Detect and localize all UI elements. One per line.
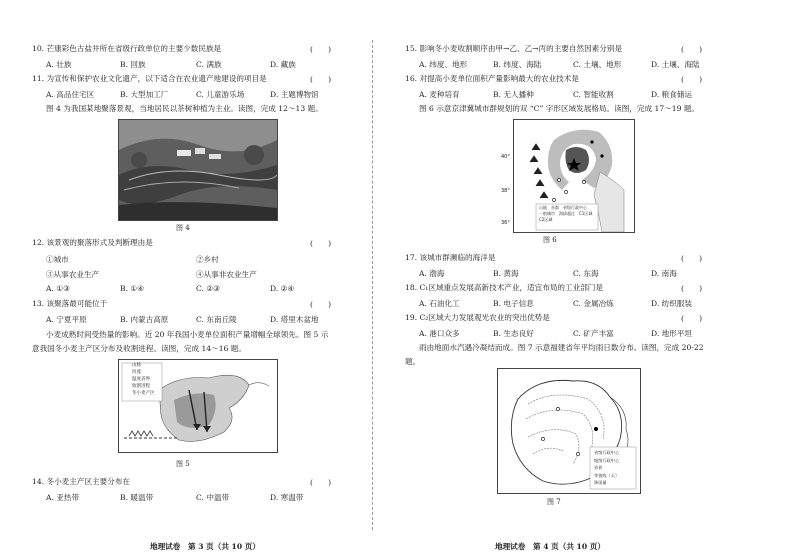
option-10d: D. 藏族 — [270, 60, 296, 69]
intro-12-13: 图 4 为我国某地聚落景观，当地居民以茶树种植为主业。读图，完成 12～13 题。 — [46, 104, 323, 113]
intro-20-22-line2: 题。 — [405, 357, 421, 366]
legend-city: 一般城市 — [539, 211, 555, 216]
option-13b: B. 内蒙古高原 — [120, 315, 169, 324]
question-12: 12. 该景观的聚落形式及判断理由是 — [32, 238, 153, 247]
legend-mountain: 山脉 — [132, 363, 141, 368]
page-footer-left: 地理试卷 第 3 页（共 10 页） — [150, 542, 260, 551]
answer-paren-14: ( ) — [310, 478, 332, 487]
figure-7-caption: 图 7 — [547, 498, 561, 506]
figure-4-illustration — [119, 120, 277, 220]
option-11a: A. 高品住宅区 — [46, 90, 95, 99]
option-19d: D. 地形平坦 — [651, 329, 693, 338]
option-10c: C. 满族 — [196, 60, 222, 69]
answer-paren-17: ( ) — [681, 254, 703, 263]
question-16: 16. 对提高小麦单位面积产量影响最大的农业技术是 — [405, 74, 579, 83]
legend-c1: C1区域 — [579, 211, 593, 216]
option-14b: B. 暖温带 — [120, 493, 154, 502]
intro-14-16-line1: 小麦成熟时间受热量的影响。近 20 年我国小麦单位面积产量增幅全球领先。图 5 示 — [46, 330, 329, 339]
option-15b: B. 纬度、海陆 — [493, 60, 542, 69]
option-15a: A. 纬度、地形 — [419, 60, 468, 69]
figure-5-caption: 图 5 — [176, 460, 190, 468]
question-14: 14. 冬小麦主产区主要分布在 — [32, 477, 131, 486]
figure-5-legend — [132, 362, 155, 397]
option-18d: D. 纺织服装 — [651, 299, 693, 308]
legend-wheat-region: 冬小麦产区 — [132, 391, 155, 396]
figure-7-legend — [594, 449, 619, 487]
statement-2: ②乡村 — [196, 255, 219, 264]
question-15: 15. 影响冬小麦收割顺序由甲→乙、乙→丙的主要自然因素分别是 — [405, 44, 623, 53]
question-19: 19. C₂区域大力发展观光农业的突出优势是 — [405, 313, 550, 322]
legend-c2: C2区域 — [539, 217, 553, 222]
lat-label-36: 36° — [501, 220, 510, 226]
question-13: 13. 该聚落最可能位于 — [32, 299, 108, 308]
figure-6-legend — [539, 205, 599, 223]
page-divider — [372, 40, 374, 530]
answer-paren-11: ( ) — [310, 75, 332, 84]
option-12a: A. ①③ — [46, 284, 70, 293]
page-footer-right: 地理试卷 第 4 页（共 10 页） — [495, 542, 605, 551]
option-18c: C. 金属冶炼 — [573, 299, 614, 308]
right-page — [397, 0, 794, 560]
option-13c: C. 东南丘陵 — [196, 315, 237, 324]
legend-mountain-6: 山地 — [539, 205, 547, 210]
legend-province-border: 省界 — [594, 465, 603, 470]
option-12b: B. ①④ — [120, 284, 145, 293]
option-14d: D. 寒温带 — [270, 493, 304, 502]
option-12d: D. ②④ — [270, 284, 295, 293]
legend-altitude: 海拔超过 — [559, 211, 575, 216]
intro-14-16-line2: 意我国冬小麦主产区分布及收割进程。读图，完成 14～16 题。 — [32, 344, 246, 353]
option-17d: D. 南海 — [651, 269, 677, 278]
legend-provincial-center-7: 省级行政中心 — [594, 450, 620, 455]
option-14a: A. 亚热带 — [46, 493, 80, 502]
figure-4-photo — [118, 119, 278, 221]
option-12c: C. ②③ — [196, 284, 220, 293]
question-10: 10. 芒康彩色古盐井所在省级行政单位的主要少数民族是 — [32, 44, 222, 53]
option-19c: C. 矿产丰富 — [573, 329, 614, 338]
figure-5-map — [118, 359, 278, 453]
lat-label-38: 38° — [501, 188, 510, 194]
option-19b: B. 生态良好 — [493, 329, 534, 338]
figure-6-map — [501, 119, 635, 233]
legend-provincial-center: 省级行政中心 — [563, 205, 587, 210]
answer-paren-13: ( ) — [310, 300, 332, 309]
statement-4: ④从事非农业生产 — [196, 270, 257, 279]
option-11c: C. 儿童游乐场 — [196, 90, 245, 99]
legend-prefecture-center: 地级行政中心 — [594, 457, 620, 463]
option-16c: C. 智能收割 — [573, 90, 614, 99]
figure-4-caption: 图 4 — [176, 224, 190, 232]
intro-17-19: 图 6 示意京津冀城市群规划的双 “C” 字形区域发展格局。读图，完成 17～19 题。 — [419, 104, 700, 113]
answer-paren-16: ( ) — [681, 75, 703, 84]
legend-isoline-days: 等值线（天） — [594, 472, 620, 478]
figure-7-map — [497, 368, 641, 494]
option-16b: B. 无人播种 — [493, 90, 534, 99]
statement-3: ③从事农业生产 — [46, 270, 100, 279]
figure-6-caption: 图 6 — [543, 236, 557, 244]
question-17: 17. 该城市群濒临的海洋是 — [405, 253, 496, 262]
answer-paren-12: ( ) — [310, 239, 332, 248]
option-18a: A. 石油化工 — [419, 299, 460, 308]
answer-paren-19: ( ) — [681, 314, 703, 323]
legend-boundary: 温度省界 — [132, 377, 150, 382]
option-16a: A. 麦种培育 — [419, 90, 460, 99]
statement-1: ①城市 — [46, 255, 69, 264]
intro-20-22-line1: 雨由地面水汽遇冷凝结而成。图 7 示意福建省年平均雨日数分布。读图，完成 20-22 — [419, 343, 704, 352]
option-10b: B. 回族 — [120, 60, 146, 69]
legend-harvest-progress: 收割进程 — [132, 384, 150, 389]
option-17b: B. 黄海 — [493, 269, 519, 278]
legend-rainfall: 降雨量 — [594, 480, 607, 485]
lat-label-40: 40° — [501, 154, 510, 160]
option-11d: D. 主题博物馆 — [270, 90, 319, 99]
option-15d: D. 土壤、海陆 — [651, 60, 700, 69]
legend-capital: 首都 — [551, 205, 559, 210]
option-17c: C. 东海 — [573, 269, 599, 278]
option-13d: D. 塔里木盆地 — [270, 315, 319, 324]
option-11b: B. 大型加工厂 — [120, 90, 169, 99]
answer-paren-15: ( ) — [681, 45, 703, 54]
answer-paren-18: ( ) — [681, 284, 703, 293]
question-18: 18. C₁区域重点发展高新技术产业，适宜布局的工业部门是 — [405, 283, 603, 292]
option-13a: A. 宁夏平原 — [46, 315, 87, 324]
option-19a: A. 港口众多 — [419, 329, 460, 338]
answer-paren-10: ( ) — [310, 45, 332, 54]
option-15c: C. 土壤、地形 — [573, 60, 622, 69]
question-11: 11. 为宣传和保护农业文化遗产，以下适合在农业遗产地建设的项目是 — [32, 74, 267, 83]
legend-river: 河流 — [132, 370, 141, 375]
option-17a: A. 渤海 — [419, 269, 445, 278]
option-18b: B. 电子信息 — [493, 299, 534, 308]
option-14c: C. 中温带 — [196, 493, 230, 502]
option-10a: A. 壮族 — [46, 60, 72, 69]
option-16d: D. 粮食储运 — [651, 90, 693, 99]
